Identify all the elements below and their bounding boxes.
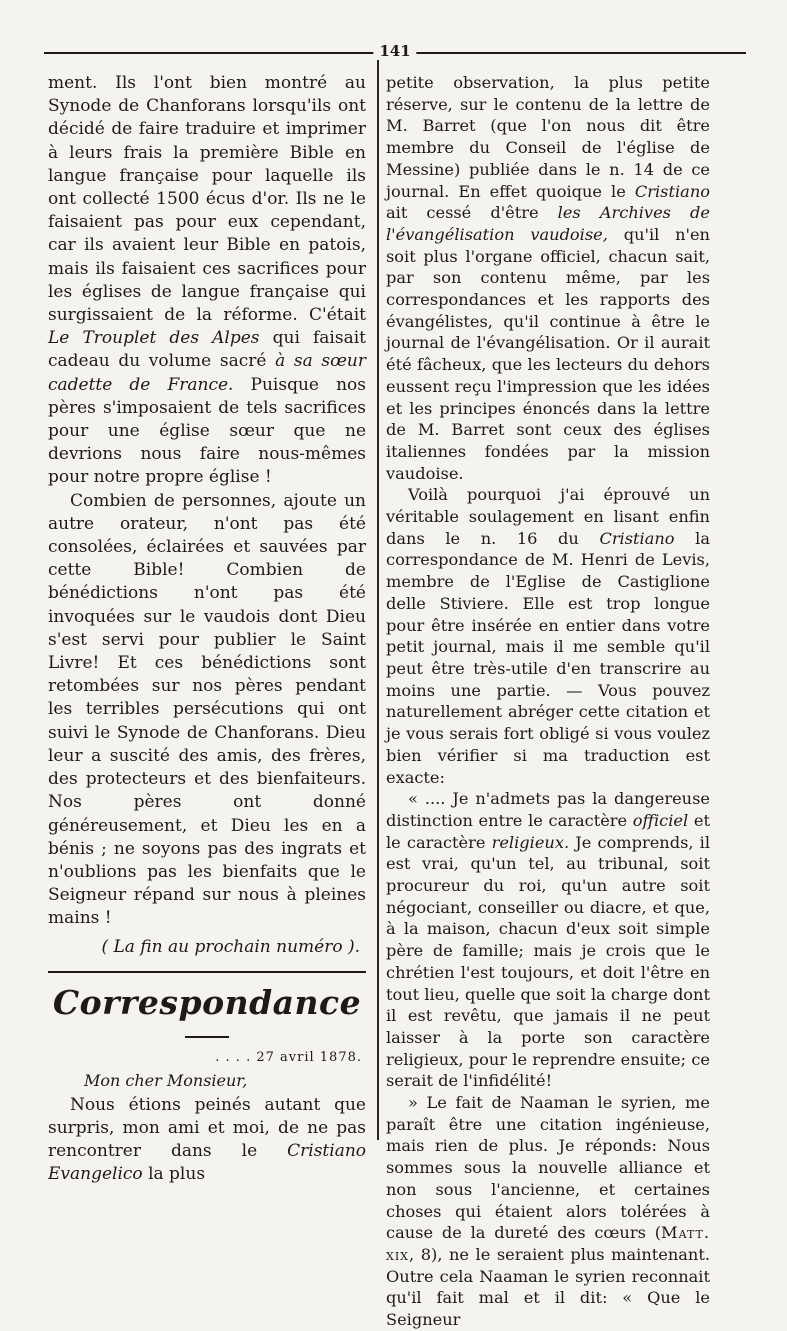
section-title: Correspondance (52, 982, 362, 1022)
rp3-italic-2: religieux. (491, 832, 570, 852)
right-paragraph-4 (386, 1092, 710, 1331)
letter-date: . . . . 27 avril 1878. (215, 1049, 362, 1065)
italic-title: Le Trouplet des Alpes (48, 328, 260, 349)
column-divider (377, 60, 379, 1140)
right-paragraph-1 (386, 72, 710, 484)
page-number: 141 (373, 42, 416, 60)
right-column (386, 72, 710, 1331)
letter-end: la plus (148, 1164, 206, 1185)
letter-start: Nous étions peinés autant que surpris, mon ami et moi, de ne pas rencontrer dans le (48, 1094, 366, 1161)
italic-phrase: à sa sœur cadette de France. (48, 351, 366, 395)
rp3-b: et le caractère (386, 810, 710, 852)
rp2-italic: Cristiano (599, 528, 675, 548)
salutation: Mon cher Monsieur, (84, 1070, 248, 1090)
rp3-c: Je comprends, il est vrai, qu'un tel, au tribunal, soit procureur du roi, qu'un autre soit négociant, conseiller ou diacre, et que, à la maison, chacun d'eux soit simple père de famille; mais je crois que le chrétien l'est toujours, et doit l'être en tout lieu, quelle que soit la charge dont il est revêtu, que jamais il ne peut laisser à la porte son caractère religieux, pour le reprendre ensuite; ce serait de l'infidélité! (386, 832, 711, 1091)
paragraph-1-mid: qui faisait cadeau du volume sacré (48, 328, 366, 372)
left-column (48, 72, 366, 1186)
rp1-a: petite observation, la plus petite réserve, sur le contenu de la lettre de M. Barret (que l'on nous dit être membre du Conseil de l'église de Messine) publiée dans le n. 14 de ce journal. En effet quoique le (386, 73, 710, 201)
journal-name: Cristiano Evangelico (48, 1140, 367, 1185)
rp2-b: la correspondance de M. Henri de Levis, membre de l'Eglise de Castiglione delle Stiviere. Elle est trop longue pour être insérée en entier dans votre petit journal, mais il me semble qu'il peut être très-utile d'en transcrire au moins une partie. — Vous pouvez naturellement abréger cette citation et je vous serais fort obligé si vous voulez bien vérifier si ma traduction est exacte: (386, 528, 710, 787)
rp1-italic-2: les Archives de l'évangélisation vaudoise, (386, 203, 710, 244)
rp4-b: , 8), ne le seraient plus maintenant. Outre cela Naaman le syrien reconnait qu'il fait mal et il dit: « Que le Seigneur (386, 1244, 710, 1330)
title-rule (185, 1036, 229, 1038)
page-header (44, 42, 746, 64)
paragraph-2: Combien de personnes, ajoute un autre orateur, n'ont pas été consolées, éclairées et sauvées par cette Bible! Combien de bénédictions n'ont pas été invoquées sur le vaudois dont Dieu s'est servi pour publier le Saint Livre! Et ces bénédictions sont retombées sur nos pères pendant les terribles persécutions qui ont suivi le Synode de Chanforans. Dieu leur a suscité des amis, des frères, des protecteurs et des bienfaiteurs. Nos pères ont donné généreusement, et Dieu les en a bénis ; ne soyons pas des ingrats et n'oublions pas les bienfaits que le Seigneur répand sur nous à pleines mains ! (48, 490, 366, 929)
right-paragraph-3 (386, 788, 710, 1092)
rp1-c: qu'il n'en soit plus l'organe officiel, chacun sait, par son contenu même, par les correspondances et les rapports des évangélistes, qu'il continue à être le journal de l'évangélisation. Or il aurait été fâcheux, que les lecteurs du dehors eussent reçu l'impression que les idées et les principes énoncés dans la lettre de M. Barret sont ceux des églises italiennes fondées par la mission vaudoise. (386, 224, 710, 483)
section-rule (48, 971, 366, 973)
rp3-italic-1: officiel (632, 810, 689, 830)
continuation-note: ( La fin au prochain numéro ). (101, 936, 360, 957)
rp1-italic-1: Cristiano (634, 181, 710, 201)
rp2-a: Voilà pourquoi j'ai éprouvé un véritable soulagement en lisant enfin dans le n. 16 du (386, 485, 710, 548)
letter-paragraph (48, 1094, 366, 1187)
right-paragraph-2 (386, 484, 710, 788)
paragraph-1-tail: Puisque nos pères s'imposaient de tels sacrifices pour une église sœur que ne devrions nous faire nous-mêmes pour notre propre église ! (48, 374, 366, 488)
rp4-reference: Matt. xix (386, 1223, 710, 1264)
rp1-b: ait cessé d'être (386, 203, 539, 223)
rp3-a: « .... Je n'admets pas la dangereuse distinction entre le caractère (386, 789, 710, 830)
paragraph-1 (48, 72, 366, 490)
paragraph-1-text: ment. Ils l'ont bien montré au Synode de Chanforans lorsqu'ils ont décidé de faire traduire et imprimer à leurs frais la première Bible en langue française pour laquelle ils ont collecté 1500 écus d'or. Ils ne le faisaient pas pour eux cependant, car ils avaient leur Bible en patois, mais ils faisaient ces sacrifices pour les églises de langue française qui surgissaient de la réforme. C'était (48, 73, 366, 326)
rp4-a: » Le fait de Naaman le syrien, me paraît être une citation ingénieuse, mais rien de plus. Je réponds: Nous sommes sous la nouvelle alliance et non sous l'ancienne, et certaines choses qui étaient alors tolérées à cause de la dureté des cœurs ( (386, 1093, 710, 1243)
